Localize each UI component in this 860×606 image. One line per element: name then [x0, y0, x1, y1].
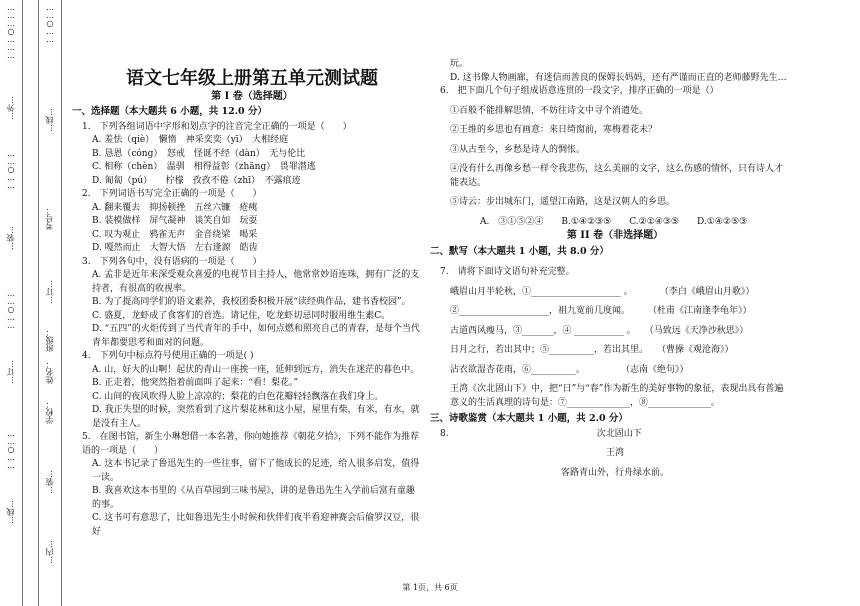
binding-label-outer-0: …外…	[6, 96, 15, 120]
binding-label-inner-1: …装…	[45, 470, 54, 494]
q7-line: 峨眉山月半轮秋，①____________________ 。 （李白《峨眉山月歌》）	[450, 286, 755, 297]
question-8-number: 8.	[440, 428, 449, 439]
field-name: 姓名：	[45, 360, 54, 384]
q7-line: 古道西风瘦马，③_______，④ ___________ 。 （马致远《天净沙秋思》）	[450, 325, 749, 336]
question-stem: 4. 下列句中标点符号使用正确的一项是( )	[82, 351, 254, 361]
question-option: C. 山间的夜风吹得人脸上凉凉的；梨花的白色花瓣轻轻飘落在我们身上。	[92, 391, 384, 402]
question-option: D. “五四”的火炬传到了当代青年的手中，如何点燃和照亮自己的青春，是每个当代青年都要思考和面对的问题。	[92, 324, 420, 348]
question-7-stem: 7. 请将下面诗文语句补充完整。	[440, 267, 575, 277]
right-column	[430, 58, 790, 480]
q7-line: 日月之行，若出其中；⑤__________，若出其里。 （曹操《观沧海》）	[450, 345, 734, 355]
question-8	[440, 428, 790, 442]
section-one-heading: 一、选择题（本大题共 6 小题，共 12.0 分）	[72, 106, 267, 117]
left-column	[72, 62, 422, 539]
question-option: C. 这书可有意思了，比如鲁迅先生小时候和伙伴们夜半看迎神赛会后偷罗汉豆，很好	[92, 513, 420, 537]
question-option: D. 我正失望的时候，突然看到了这片梨花林和这小屋，屋里有柴，有米，有水，就是没有主人。	[92, 405, 420, 429]
question-option: B. 恳恩（cóng） 怒戒 怪诞不经（dàn） 无与伦比	[92, 148, 306, 159]
q6-item: ⑤诗云：步出城东门，遥望江南路，这是汉朝人的乡思。	[450, 197, 676, 207]
option-5d: D. 这书像人物画廊，有迷信而善良的保姆长妈妈，还有严谨而正直的老师藤野先生…	[450, 72, 787, 83]
question-option: A. 孟非是近年来深受观众喜爱的电视节目主持人，他常常妙语连珠，拥有广泛的支持者，有很高的收视率。	[92, 270, 420, 294]
q6-item: ②王维的乡思也有画意：来日绮窗前，寒梅着花未？	[450, 125, 658, 135]
part-two-heading: 第 II 卷（非选择题）	[566, 230, 664, 241]
poem-author: 王湾	[605, 448, 624, 458]
q6-answer-c: C.②①④③⑤	[629, 216, 679, 227]
binding-dots: … … ○ … …	[7, 429, 15, 470]
question-option: B. 为了提高同学们的语文素养，我校团委积极开展“读经典作品，建书香校园”。	[92, 297, 411, 307]
q6-item: ④没有什么再像乡愁一样令我悲伤，这么美丽的文字，这么伤感的情怀，只有诗人才能表达。	[450, 164, 784, 188]
q6-answer-d: D.①④②⑤③	[696, 216, 748, 227]
field-school: 学校：	[45, 400, 54, 424]
section-two-heading: 二、默写（本大题共 1 小题，共 8.0 分）	[430, 245, 609, 257]
page-title: 语文七年级上册第五单元测试题	[126, 68, 378, 89]
q6-answer-b: B.①④②③⑤	[561, 216, 612, 227]
binding-label-outer-3: …线…	[6, 500, 15, 524]
question-option: C. 叹为观止 鸦雀无声 金音绕梁 喝采	[92, 229, 258, 240]
question-option: A. 翻来覆去 抑扬顿挫 五丝六镰 疮痍	[92, 202, 258, 213]
binding-label-inner-2: …订…	[45, 280, 54, 304]
q6-item: ①百般不能排解思情，不妨往诗文中寻个消遣处。	[450, 105, 649, 116]
question-stem: 1. 下列各组词语中字形和划点字的注音完全正确的一项是（ ）	[82, 121, 352, 132]
part-one-heading: 第 I 卷（选择题）	[211, 90, 293, 102]
question-option: A. 山，好大的山啊！起伏的青山一座挨一座，延伸到远方，消失在迷茫的暮色中。	[92, 364, 420, 375]
binding-label-outer-2: …订…	[6, 360, 15, 384]
q7-line: ②____________________，祖九宽前几度闻。 （杜甫《江南逢李龟年》）	[450, 306, 752, 316]
question-option: B. 装模做样 屏气凝神 谈笑自如 玩耍	[92, 216, 258, 226]
binding-dots: … … ○ … …	[46, 3, 54, 44]
inner-binding-strip	[38, 0, 62, 606]
question-option: B. 正走着，他突然指着前面叫了起来：“看！梨花。”	[92, 378, 299, 388]
question-option: D. 嘎然而止 大智大悟 左右逢源 皓齿	[92, 243, 258, 253]
question-option: B. 我喜欢这本书里的《从百草园到三味书屋》，讲的是鲁迅先生入学前后富有童趣的事。	[92, 486, 415, 510]
binding-label-inner-3: …线…	[45, 108, 54, 132]
question-6-stem: 6. 把下面几个句子组成语意连贯的一段文字，排序正确的一项是（）	[440, 86, 719, 96]
binding-label-outer-1: …装…	[6, 226, 15, 250]
question-option: C. 相称（chèn） 温驯 相得益彰（zhāng） 畏罪潜逃	[92, 162, 316, 172]
page-footer: 第 1页，共 6页	[402, 583, 458, 592]
poem-title: 次北固山下	[596, 428, 642, 439]
question-option: C. 盛夏，龙虾成了食客们的首选。请记住，吃龙虾切忌同时服用维生素C。	[92, 310, 391, 321]
question-option: D. 匍匐（pú） 柠檬 孜孜不倦（zhī） 不露痕迹	[92, 175, 301, 186]
continued-text: 玩。	[450, 59, 469, 69]
q6-answer-a: A. ③①⑤②④	[480, 216, 544, 227]
field-class: 班级：	[45, 328, 54, 352]
q7-line: 王湾《次北固山下》中，把“日”与“春”作为新生的美好事物的象征，表现出具有普遍意义的生活真理的诗句是：⑦______________，⑧______________。	[450, 384, 784, 408]
question-option: A. 这本书记录了鲁迅先生的一些往事，留下了他成长的足迹，给人很多启发，值得一读。	[92, 459, 420, 483]
q6-answer-options	[440, 216, 790, 230]
field-exam-number: 考号：	[45, 206, 54, 230]
poem-line: 客路青山外，行舟绿水前。	[560, 467, 669, 478]
binding-dots: … … … ○ … … …	[7, 3, 15, 60]
binding-label-inner-0: …内…	[45, 540, 54, 564]
question-stem: 3. 下列各句中，没有语病的一项是（ ）	[82, 256, 262, 267]
binding-dots: … … ○ … …	[7, 289, 15, 330]
q7-line: 沾衣欲湿杏花雨，⑥__________。 （志南《绝句》）	[450, 364, 689, 375]
outer-binding-strip	[0, 0, 23, 606]
question-option: A. 羞怯（qiè） 懒惰 神采奕奕（yī） 大相经庭	[92, 135, 289, 145]
section-three-heading: 三、诗歌鉴赏（本大题共 1 小题，共 2.0 分）	[430, 413, 628, 424]
question-stem: 2. 下列词语书写完全正确的一项是（ ）	[82, 189, 262, 199]
q6-item: ③从古至今，乡愁是诗人的惆怅。	[450, 144, 586, 155]
question-list	[82, 121, 422, 540]
question-stem: 5. 在图书馆，新生小琳想借一本名著，你向她推荐《朝花夕拾》，下列不能作为推荐语的一项是（ ）	[82, 432, 420, 456]
binding-dots: … … ○ … …	[7, 149, 15, 190]
